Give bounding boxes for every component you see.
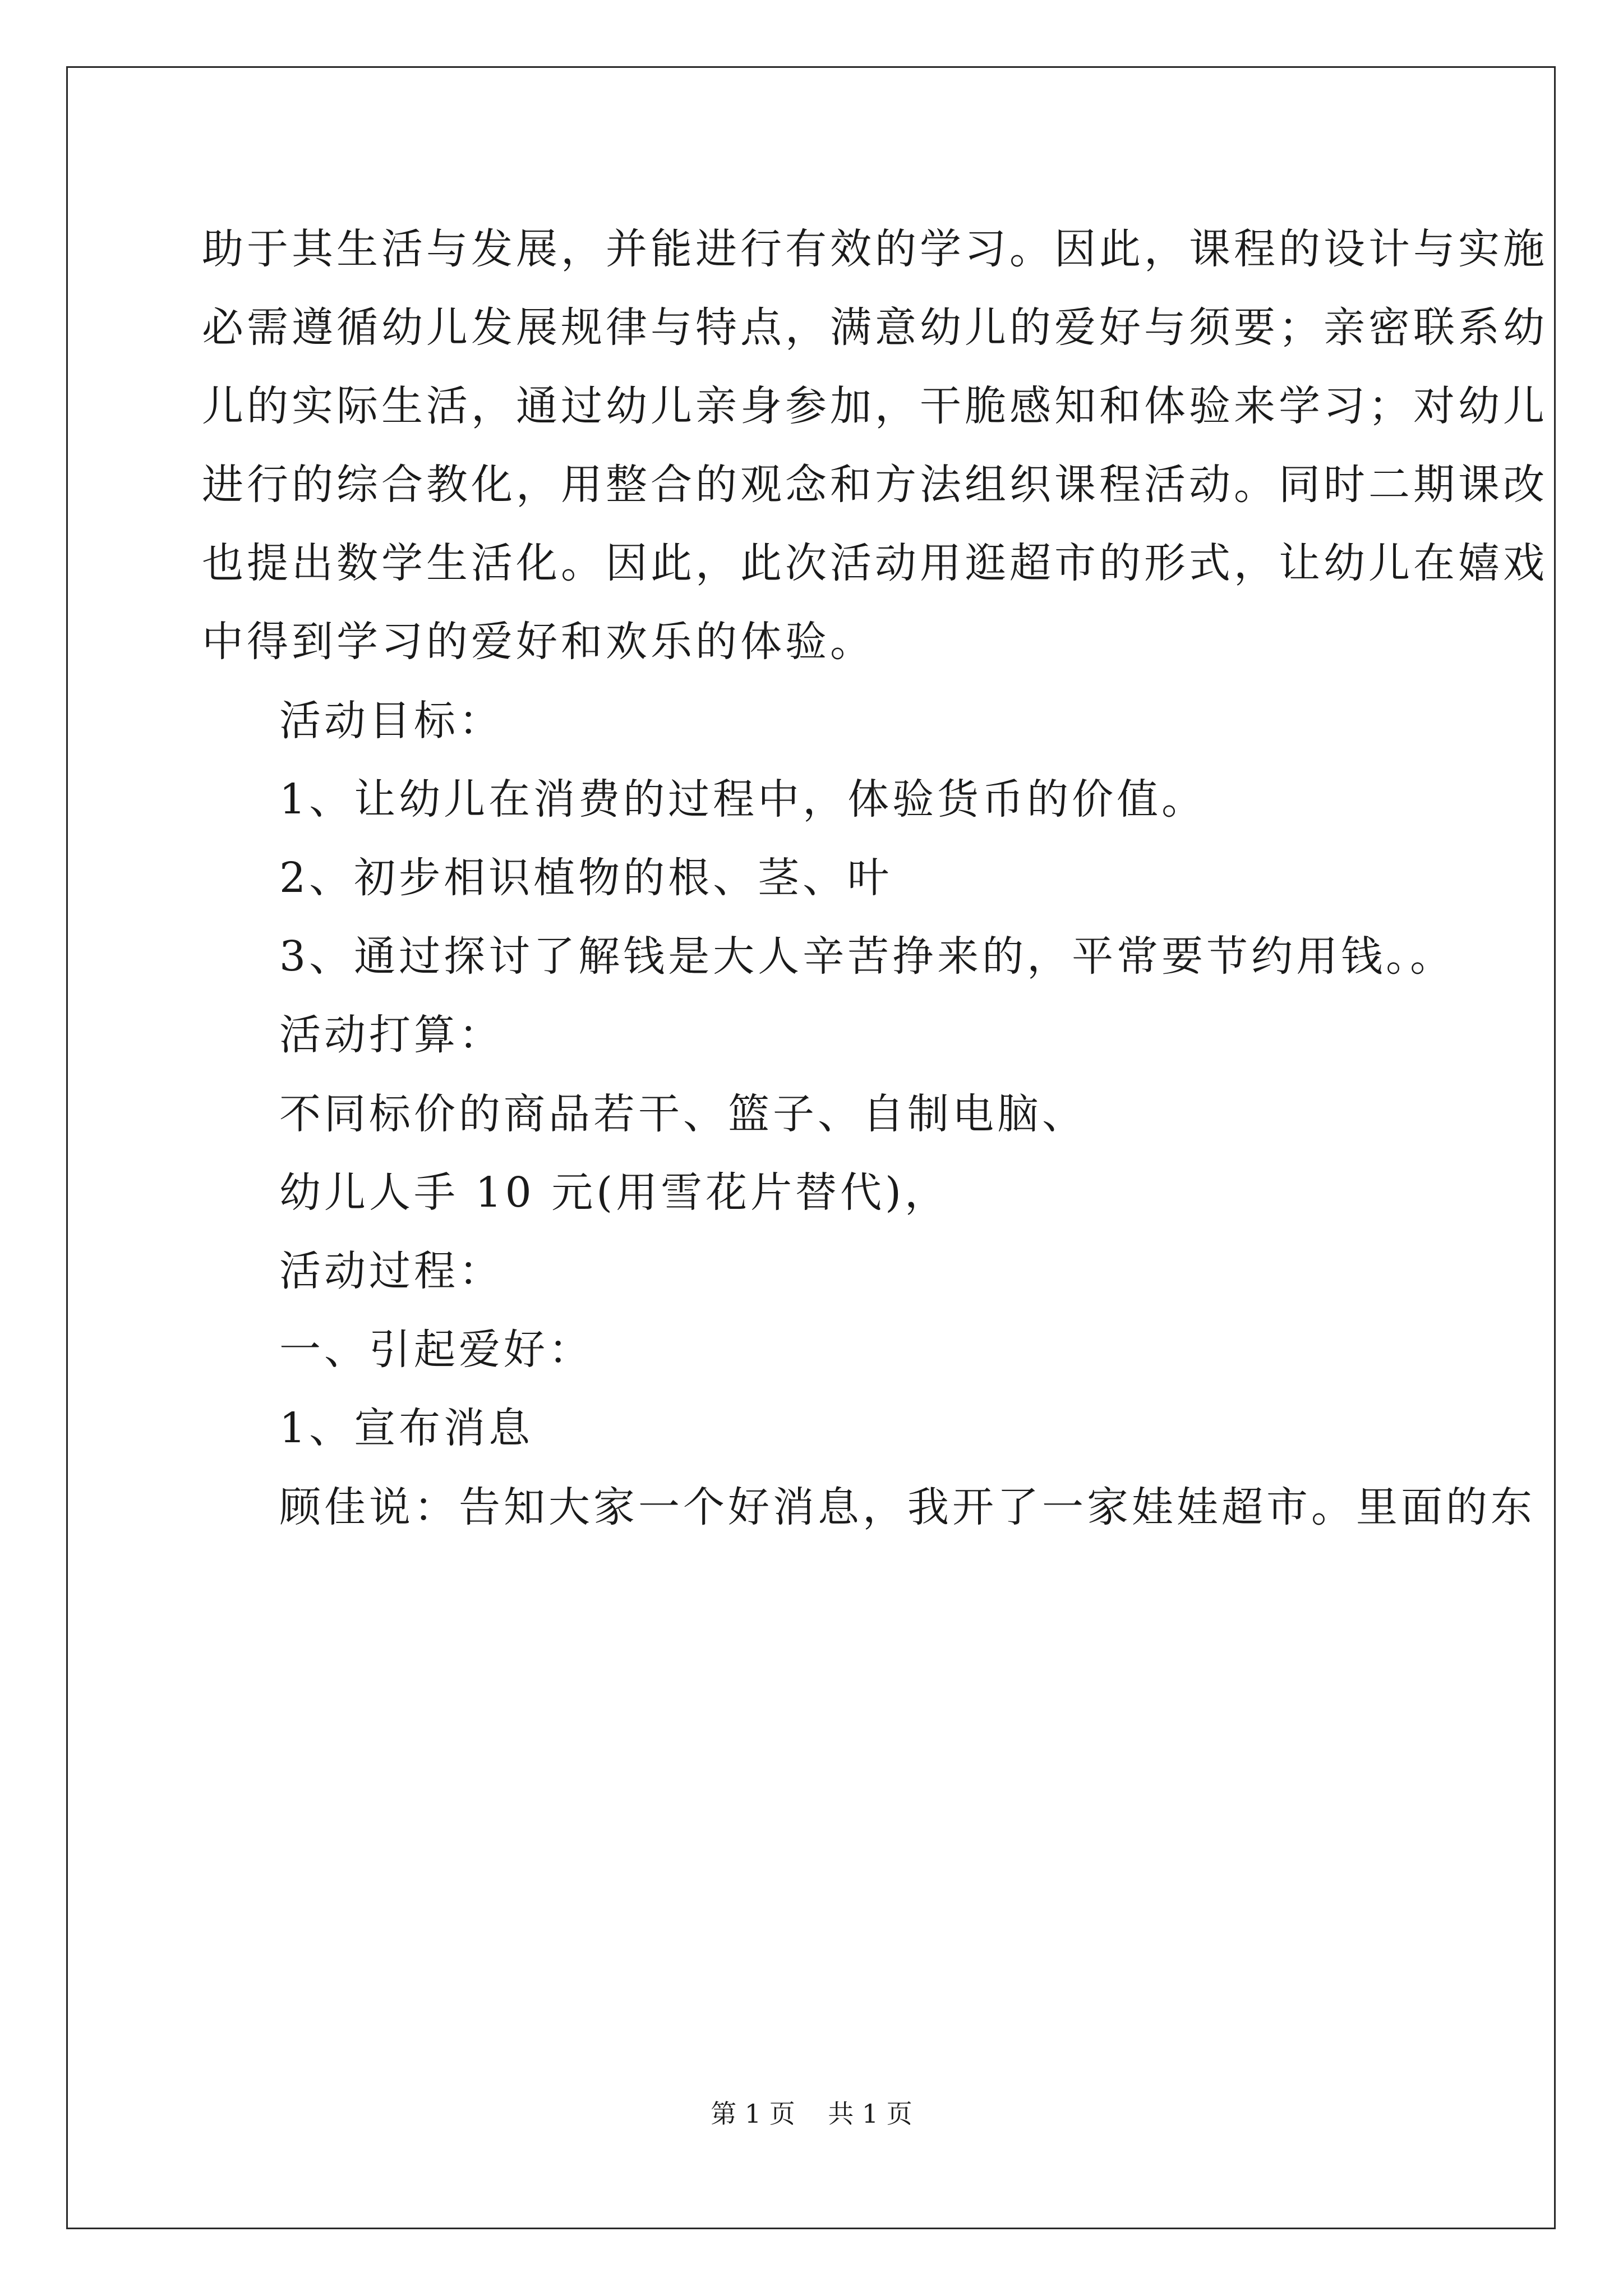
goal-item-1: 1、让幼儿在消费的过程中，体验货币的价值。 [279,775,1207,823]
prep-item-2: 幼儿人手 10 元(用雪花片替代)， [279,1168,949,1217]
goals-heading: 活动目标： [279,697,504,745]
step-heading: 一、引起爱好： [279,1326,593,1374]
paragraph-line: 中得到学习的爱好和欢乐的体验。 [202,618,875,666]
page-footer: 第 1 页 共 1 页 [711,2099,912,2129]
paragraph-line: 也提出数学生活化。因此，此次活动用逛超市的形式，让幼儿在嬉戏 [202,539,1548,587]
paragraph-line: 助于其生活与发展，并能进行有效的学习。因此，课程的设计与实施 [202,225,1548,273]
paragraph-line: 进行的综合教化，用整合的观念和方法组织课程活动。同时二期课改 [202,461,1548,509]
paragraph-line: 必需遵循幼儿发展规律与特点，满意幼儿的爱好与须要；亲密联系幼 [202,303,1548,352]
goal-item-2: 2、初步相识植物的根、茎、叶 [279,854,893,902]
step-item-1: 1、宣布消息 [279,1404,534,1452]
paragraph-line: 儿的实际生活，通过幼儿亲身参加，干脆感知和体验来学习；对幼儿 [202,382,1548,430]
prep-item-1: 不同标价的商品若干、篮子、自制电脑、 [279,1090,1087,1138]
process-heading: 活动过程： [279,1247,504,1295]
step-item-1-text: 顾佳说：告知大家一个好消息，我开了一家娃娃超市。里面的东 [279,1483,1536,1531]
goal-item-3: 3、通过探讨了解钱是大人辛苦挣来的，平常要节约用钱。。 [279,932,1455,981]
prep-heading: 活动打算： [279,1011,504,1059]
